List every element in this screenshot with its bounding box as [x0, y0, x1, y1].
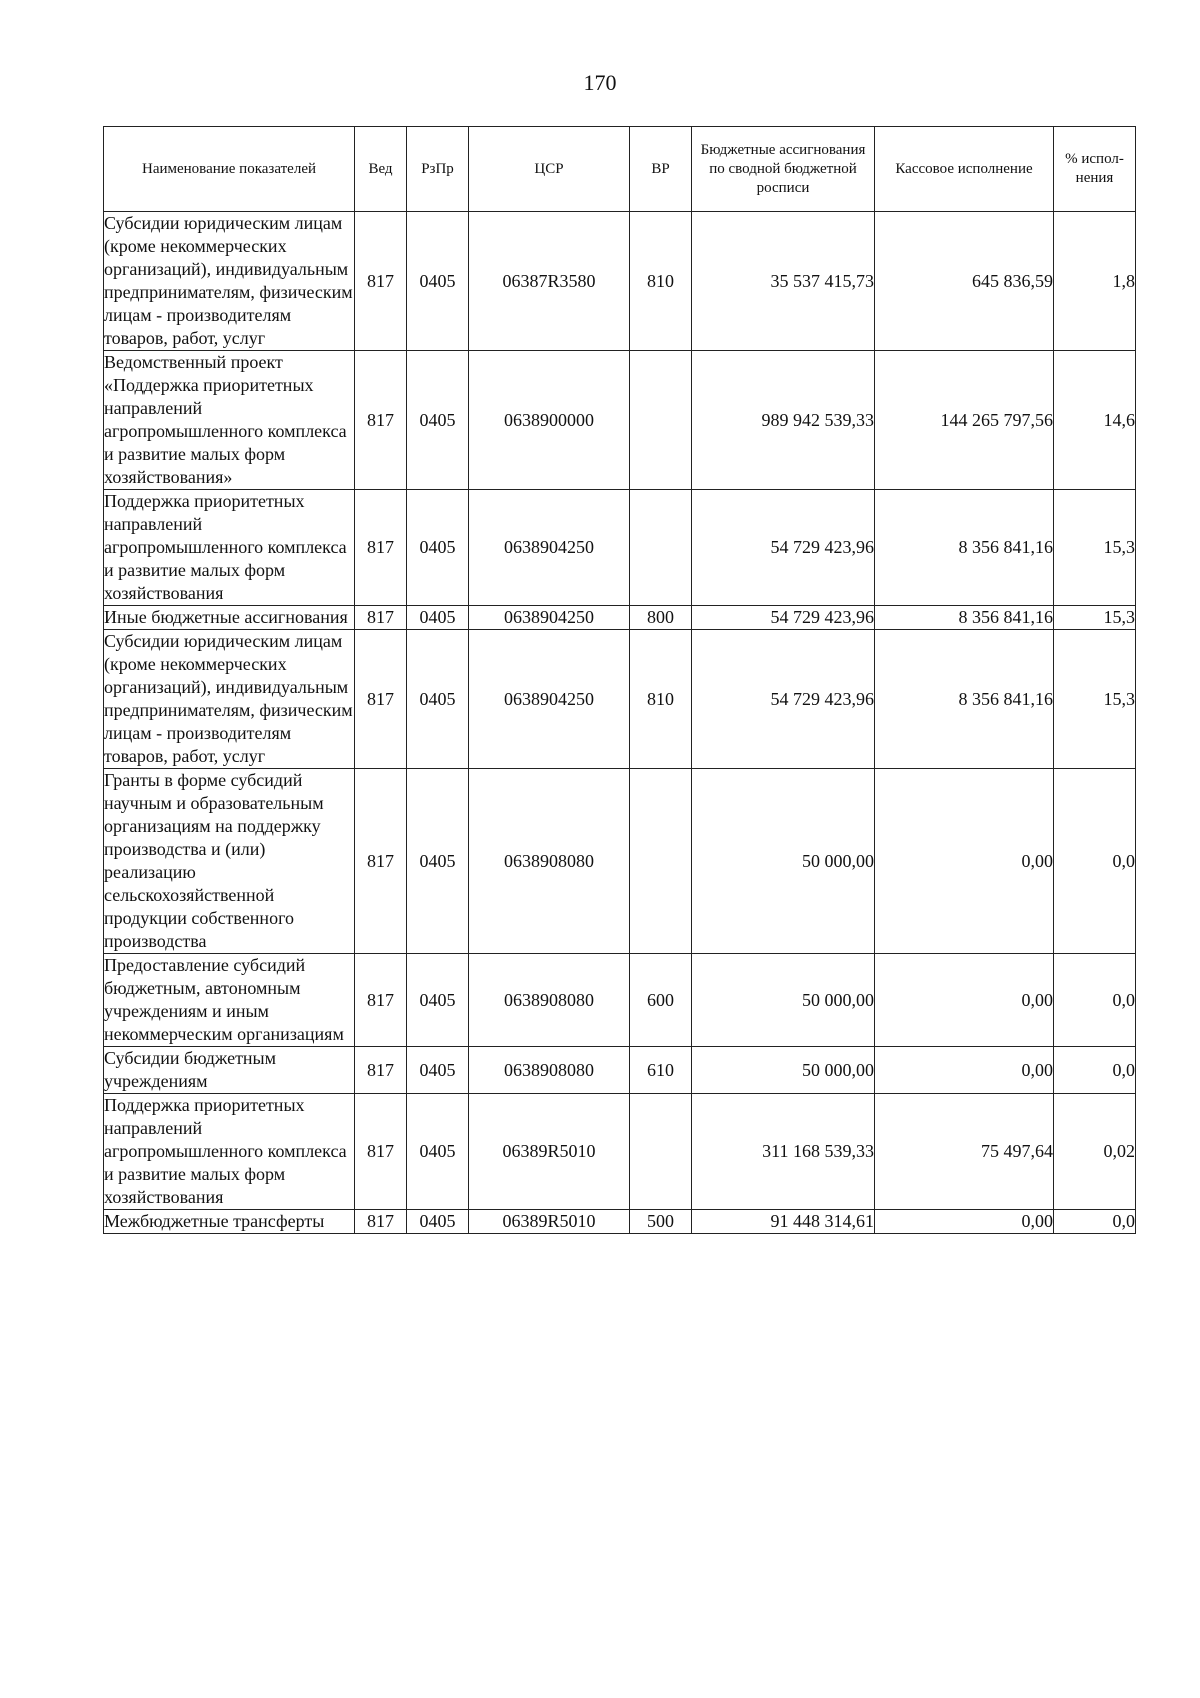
cell-csr: 0638908080 [469, 954, 630, 1047]
cell-ved: 817 [355, 1047, 407, 1094]
cell-rzpr: 0405 [407, 606, 469, 630]
cell-ved: 817 [355, 212, 407, 351]
cell-executed: 645 836,59 [875, 212, 1054, 351]
cell-csr: 06387R3580 [469, 212, 630, 351]
cell-planned: 50 000,00 [692, 769, 875, 954]
cell-ved: 817 [355, 490, 407, 606]
cell-csr: 0638908080 [469, 1047, 630, 1094]
header-percent: % испол-нения [1054, 127, 1136, 212]
cell-name: Предоставление субсидий бюджетным, автономным учреждениям и иным некоммерческим организациям [104, 954, 355, 1047]
cell-name: Поддержка приоритетных направлений агропромышленного комплекса и развитие малых форм хозяйствования [104, 1094, 355, 1210]
table-row [104, 1047, 1136, 1094]
header-executed: Кассовое исполнение [875, 127, 1054, 212]
cell-name: Гранты в форме субсидий научным и образовательным организациям на поддержку производства и (или) реализацию сельскохозяйственной продукции собственного производства [104, 769, 355, 954]
cell-name: Субсидии бюджетным учреждениям [104, 1047, 355, 1094]
cell-ved: 817 [355, 1210, 407, 1234]
table-row [104, 1210, 1136, 1234]
cell-planned: 91 448 314,61 [692, 1210, 875, 1234]
cell-rzpr: 0405 [407, 954, 469, 1047]
table-row [104, 1094, 1136, 1210]
cell-rzpr: 0405 [407, 630, 469, 769]
cell-vr: 600 [630, 954, 692, 1047]
cell-ved: 817 [355, 954, 407, 1047]
cell-executed: 0,00 [875, 954, 1054, 1047]
cell-name: Ведомственный проект «Поддержка приоритетных направлений агропромышленного комплекса и развитие малых форм хозяйствования» [104, 351, 355, 490]
cell-vr [630, 769, 692, 954]
cell-vr [630, 1094, 692, 1210]
table-row [104, 606, 1136, 630]
table-row [104, 954, 1136, 1047]
header-ved: Вед [355, 127, 407, 212]
cell-csr: 0638900000 [469, 351, 630, 490]
cell-vr [630, 490, 692, 606]
cell-vr: 810 [630, 630, 692, 769]
cell-ved: 817 [355, 1094, 407, 1210]
header-rzpr: РзПр [407, 127, 469, 212]
cell-name: Поддержка приоритетных направлений агропромышленного комплекса и развитие малых форм хозяйствования [104, 490, 355, 606]
cell-rzpr: 0405 [407, 351, 469, 490]
cell-percent: 0,0 [1054, 954, 1136, 1047]
cell-name: Межбюджетные трансферты [104, 1210, 355, 1234]
table-row [104, 351, 1136, 490]
cell-vr: 800 [630, 606, 692, 630]
cell-ved: 817 [355, 630, 407, 769]
cell-planned: 311 168 539,33 [692, 1094, 875, 1210]
cell-planned: 989 942 539,33 [692, 351, 875, 490]
cell-percent: 0,0 [1054, 1047, 1136, 1094]
table-row [104, 630, 1136, 769]
cell-rzpr: 0405 [407, 1094, 469, 1210]
cell-executed: 0,00 [875, 769, 1054, 954]
cell-csr: 06389R5010 [469, 1210, 630, 1234]
page-number: 170 [583, 70, 617, 95]
cell-percent: 1,8 [1054, 212, 1136, 351]
cell-rzpr: 0405 [407, 1210, 469, 1234]
cell-csr: 0638908080 [469, 769, 630, 954]
cell-name: Иные бюджетные ассигнования [104, 606, 355, 630]
cell-percent: 15,3 [1054, 606, 1136, 630]
cell-executed: 8 356 841,16 [875, 606, 1054, 630]
cell-percent: 15,3 [1054, 490, 1136, 606]
cell-name: Субсидии юридическим лицам (кроме некоммерческих организаций), индивидуальным предпринимателям, физическим лицам - производителям товаров, работ, услуг [104, 630, 355, 769]
cell-rzpr: 0405 [407, 1047, 469, 1094]
cell-csr: 0638904250 [469, 630, 630, 769]
cell-ved: 817 [355, 606, 407, 630]
table-header-row [104, 127, 1136, 212]
cell-executed: 0,00 [875, 1047, 1054, 1094]
cell-ved: 817 [355, 769, 407, 954]
cell-planned: 54 729 423,96 [692, 490, 875, 606]
table-row [104, 769, 1136, 954]
cell-csr: 06389R5010 [469, 1094, 630, 1210]
cell-csr: 0638904250 [469, 490, 630, 606]
cell-executed: 0,00 [875, 1210, 1054, 1234]
cell-executed: 144 265 797,56 [875, 351, 1054, 490]
header-vr: ВР [630, 127, 692, 212]
cell-ved: 817 [355, 351, 407, 490]
cell-executed: 8 356 841,16 [875, 490, 1054, 606]
cell-planned: 50 000,00 [692, 1047, 875, 1094]
cell-csr: 0638904250 [469, 606, 630, 630]
cell-planned: 54 729 423,96 [692, 630, 875, 769]
cell-rzpr: 0405 [407, 212, 469, 351]
cell-percent: 0,0 [1054, 769, 1136, 954]
cell-vr [630, 351, 692, 490]
cell-percent: 15,3 [1054, 630, 1136, 769]
cell-rzpr: 0405 [407, 490, 469, 606]
budget-execution-table [103, 126, 1136, 1234]
header-csr: ЦСР [469, 127, 630, 212]
cell-vr: 810 [630, 212, 692, 351]
cell-executed: 75 497,64 [875, 1094, 1054, 1210]
header-planned: Бюджетные ассигнования по сводной бюджетной росписи [692, 127, 875, 212]
cell-percent: 0,0 [1054, 1210, 1136, 1234]
cell-vr: 500 [630, 1210, 692, 1234]
cell-percent: 14,6 [1054, 351, 1136, 490]
table-row [104, 212, 1136, 351]
cell-executed: 8 356 841,16 [875, 630, 1054, 769]
cell-name: Субсидии юридическим лицам (кроме некоммерческих организаций), индивидуальным предпринимателям, физическим лицам - производителям товаров, работ, услуг [104, 212, 355, 351]
header-name: Наименование показателей [104, 127, 355, 212]
cell-vr: 610 [630, 1047, 692, 1094]
cell-percent: 0,02 [1054, 1094, 1136, 1210]
cell-planned: 35 537 415,73 [692, 212, 875, 351]
cell-planned: 50 000,00 [692, 954, 875, 1047]
cell-planned: 54 729 423,96 [692, 606, 875, 630]
table-row [104, 490, 1136, 606]
cell-rzpr: 0405 [407, 769, 469, 954]
